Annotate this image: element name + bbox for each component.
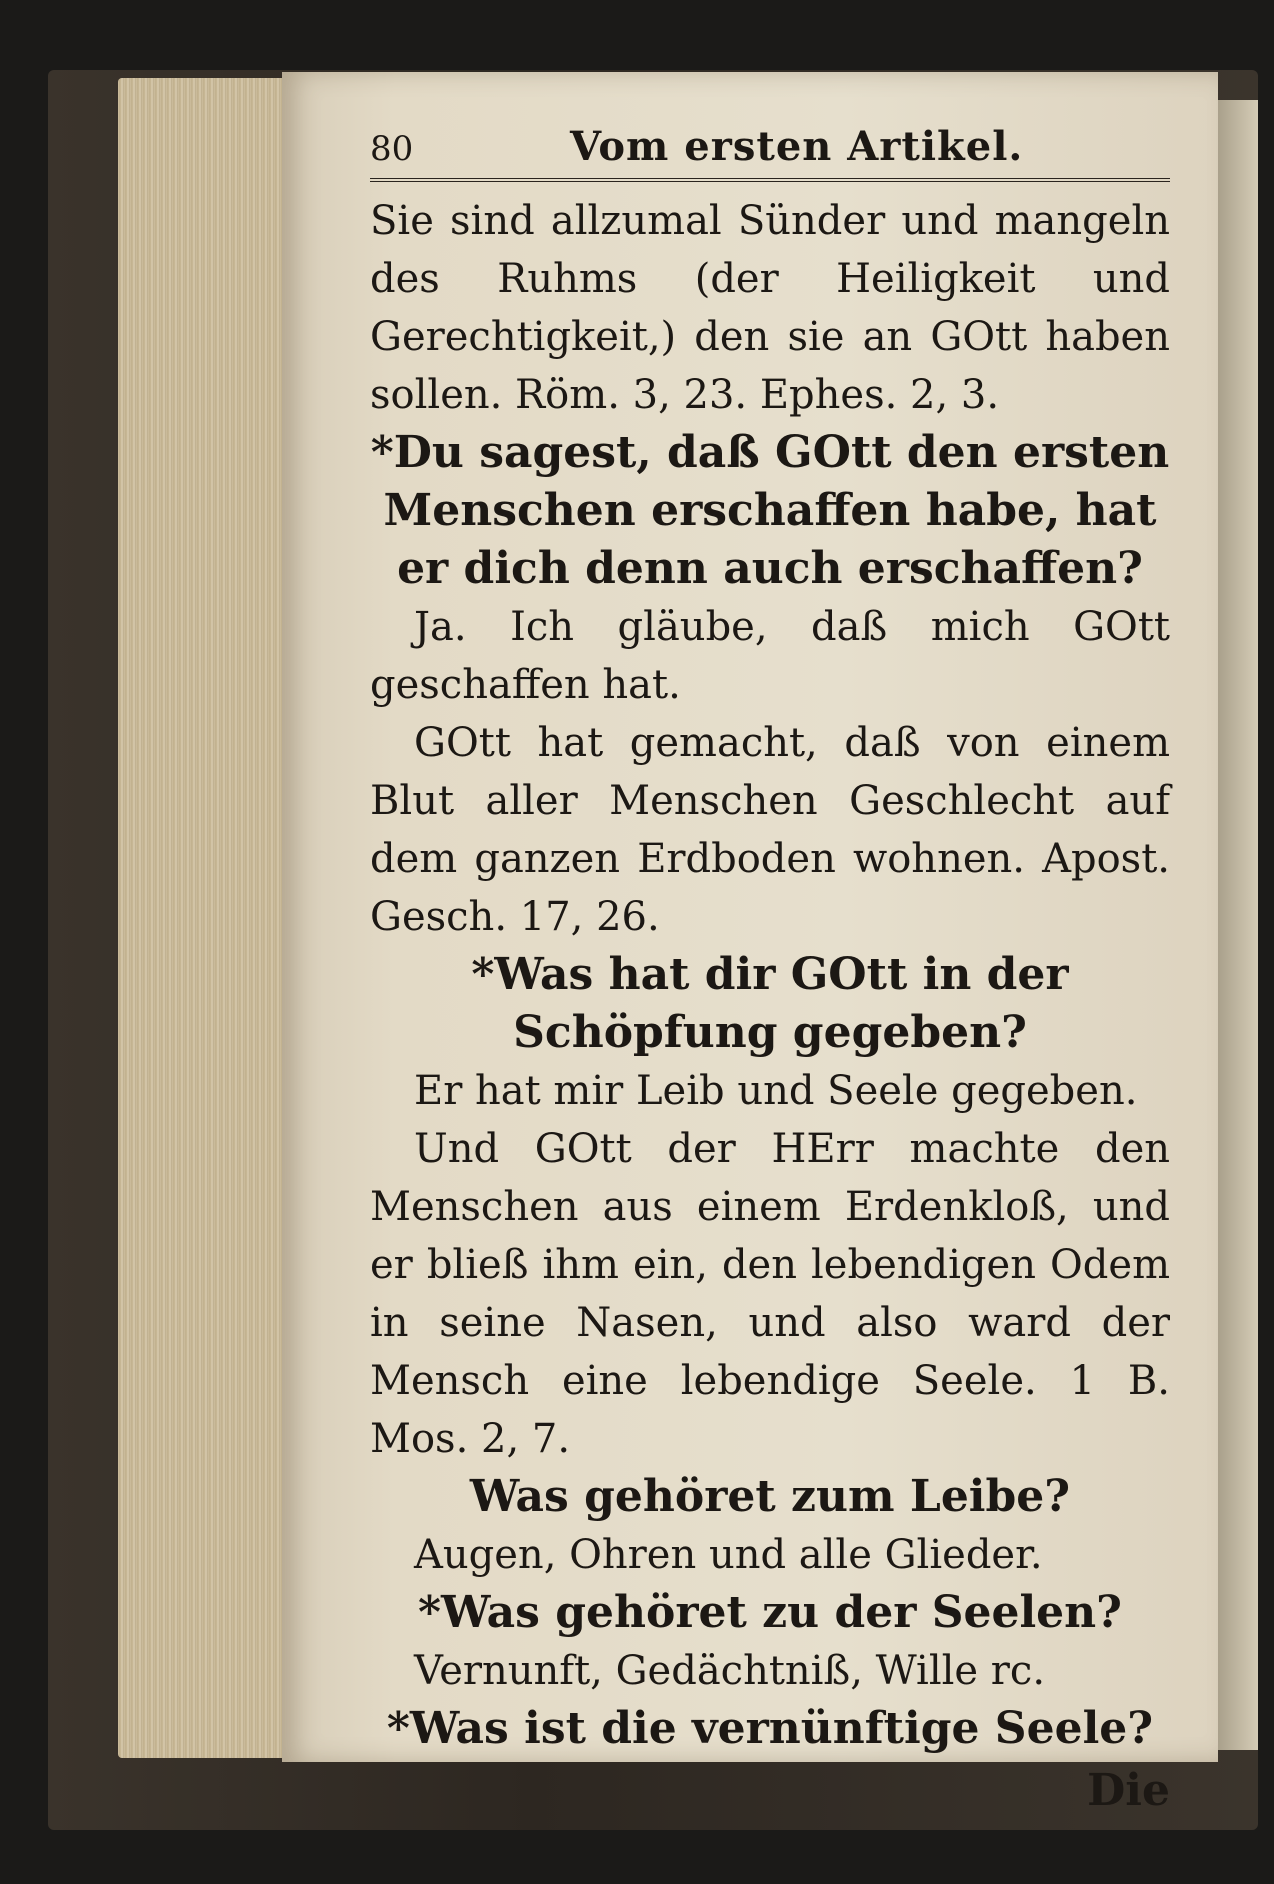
facing-page-edge (1218, 100, 1258, 1750)
catchword: Die (1087, 1765, 1170, 1816)
question-1: *Du sagest, daß GOtt den ersten Menschen erschaffen habe, hat er dich denn auch erschaffen? (370, 427, 1170, 594)
question-5: *Was ist die vernünftige Seele? (386, 1703, 1154, 1754)
paragraph-1: Sie sind allzumal Sünder und mangeln des Ruhms (der Heiligkeit und Gerechtigkeit,) den sie an GOtt haben sollen. Röm. 3, 23. Ephes. 2, 3. (370, 198, 1170, 418)
page-number: 80 (370, 129, 414, 169)
question-3: Was gehöret zum Leibe? (469, 1471, 1071, 1522)
running-head: Vom ersten Artikel. (570, 123, 1024, 170)
paragraph-3: Und GOtt der HErr machte den Menschen aus einem Erdenkloß, und er bließ ihm ein, den lebendigen Odem in seine Nasen, und also ward der Mensch eine lebendige Seele. 1 B. Mos. 2, 7. (370, 1126, 1170, 1462)
paragraph-2: GOtt hat gemacht, daß von einem Blut aller Menschen Geschlecht auf dem ganzen Erdboden wohnen. Apost. Gesch. 17, 26. (370, 720, 1170, 940)
question-4: *Was gehöret zu der Seelen? (418, 1587, 1122, 1638)
question-2: *Was hat dir GOtt in der Schöpfung gegeben? (471, 949, 1069, 1058)
answer-1: Ja. Ich gläube, daß mich GOtt geschaffen hat. (370, 604, 1170, 708)
page-text (370, 114, 1170, 1820)
page-edges (118, 78, 288, 1758)
book-page (282, 72, 1218, 1816)
answer-2: Er hat mir Leib und Seele gegeben. (414, 1068, 1138, 1114)
page-header (370, 114, 1170, 182)
answer-3: Augen, Ohren und alle Glieder. (414, 1532, 1043, 1578)
answer-4: Vernunft, Gedächtniß, Wille rc. (414, 1648, 1046, 1694)
